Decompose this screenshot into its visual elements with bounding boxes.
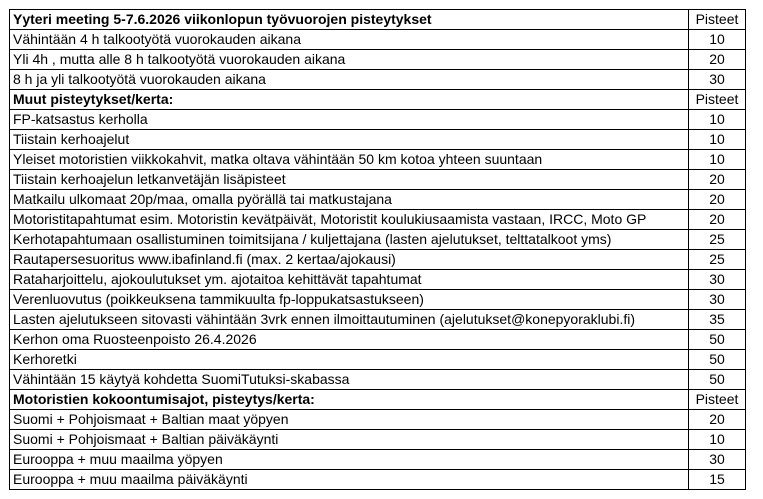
points-value: 10 [689, 110, 746, 130]
points-column-header: Pisteet [689, 90, 746, 110]
table-row [10, 410, 746, 430]
section-title: Motoristien kokoontumisajot, pisteytys/kerta: [10, 390, 689, 410]
activity-description: Yleiset motoristien viikkokahvit, matka oltava vähintään 50 km kotoa yhteen suuntaan [10, 150, 689, 170]
points-value: 25 [689, 250, 746, 270]
points-table-body [10, 10, 746, 490]
activity-description: Eurooppa + muu maailma päiväkäynti [10, 470, 689, 490]
points-value: 20 [689, 50, 746, 70]
points-value: 50 [689, 370, 746, 390]
points-value: 10 [689, 130, 746, 150]
activity-description: Vähintään 4 h talkootyötä vuorokauden aikana [10, 30, 689, 50]
table-row [10, 170, 746, 190]
section-header-row [10, 90, 746, 110]
points-column-header: Pisteet [689, 390, 746, 410]
section-title: Yyteri meeting 5-7.6.2026 viikonlopun työvuorojen pisteytykset [10, 10, 689, 30]
table-row [10, 470, 746, 490]
points-value: 10 [689, 150, 746, 170]
table-row [10, 50, 746, 70]
points-value: 50 [689, 330, 746, 350]
table-row [10, 230, 746, 250]
points-value: 25 [689, 230, 746, 250]
table-row [10, 70, 746, 90]
activity-description: Matkailu ulkomaat 20p/maa, omalla pyörällä tai matkustajana [10, 190, 689, 210]
activity-description: Verenluovutus (poikkeuksena tammikuulta fp-loppukatsastukseen) [10, 290, 689, 310]
activity-description: Kerhon oma Ruosteenpoisto 26.4.2026 [10, 330, 689, 350]
table-row [10, 370, 746, 390]
points-value: 10 [689, 430, 746, 450]
points-value: 30 [689, 270, 746, 290]
points-value: 50 [689, 350, 746, 370]
activity-description: Suomi + Pohjoismaat + Baltian maat yöpyen [10, 410, 689, 430]
points-value: 20 [689, 410, 746, 430]
points-value: 10 [689, 30, 746, 50]
activity-description: Kerhoretki [10, 350, 689, 370]
points-value: 20 [689, 190, 746, 210]
points-value: 20 [689, 170, 746, 190]
table-row [10, 330, 746, 350]
activity-description: Eurooppa + muu maailma yöpyen [10, 450, 689, 470]
points-value: 30 [689, 290, 746, 310]
table-row [10, 430, 746, 450]
activity-description: 8 h ja yli talkootyötä vuorokauden aikana [10, 70, 689, 90]
table-row [10, 350, 746, 370]
activity-description: Tiistain kerhoajelun letkanvetäjän lisäpisteet [10, 170, 689, 190]
table-row [10, 30, 746, 50]
points-column-header: Pisteet [689, 10, 746, 30]
activity-description: Yli 4h , mutta alle 8 h talkootyötä vuorokauden aikana [10, 50, 689, 70]
activity-description: Vähintään 15 käytyä kohdetta SuomiTutuksi-skabassa [10, 370, 689, 390]
activity-description: Rautapersesuoritus www.ibafinland.fi (max. 2 kertaa/ajokausi) [10, 250, 689, 270]
section-header-row [10, 390, 746, 410]
activity-description: Kerhotapahtumaan osallistuminen toimitsijana / kuljettajana (lasten ajelutukset, telttatalkoot yms) [10, 230, 689, 250]
activity-description: FP-katsastus kerholla [10, 110, 689, 130]
table-row [10, 150, 746, 170]
table-row [10, 210, 746, 230]
table-row [10, 190, 746, 210]
activity-description: Suomi + Pohjoismaat + Baltian päiväkäynti [10, 430, 689, 450]
activity-description: Rataharjoittelu, ajokoulutukset ym. ajotaitoa kehittävät tapahtumat [10, 270, 689, 290]
points-value: 30 [689, 450, 746, 470]
activity-description: Lasten ajelutukseen sitovasti vähintään 3vrk ennen ilmoittautuminen (ajelutukset@konepyoraklubi.fi) [10, 310, 689, 330]
points-value: 35 [689, 310, 746, 330]
table-row [10, 110, 746, 130]
table-row [10, 130, 746, 150]
table-row [10, 290, 746, 310]
section-title: Muut pisteytykset/kerta: [10, 90, 689, 110]
points-value: 30 [689, 70, 746, 90]
points-table [9, 9, 746, 490]
section-header-row [10, 10, 746, 30]
points-value: 20 [689, 210, 746, 230]
table-row [10, 250, 746, 270]
activity-description: Tiistain kerhoajelut [10, 130, 689, 150]
activity-description: Motoristitapahtumat esim. Motoristin kevätpäivät, Motoristit koulukiusaamista vastaan, IRCC, Moto GP [10, 210, 689, 230]
table-row [10, 270, 746, 290]
table-row [10, 310, 746, 330]
table-row [10, 450, 746, 470]
points-value: 15 [689, 470, 746, 490]
